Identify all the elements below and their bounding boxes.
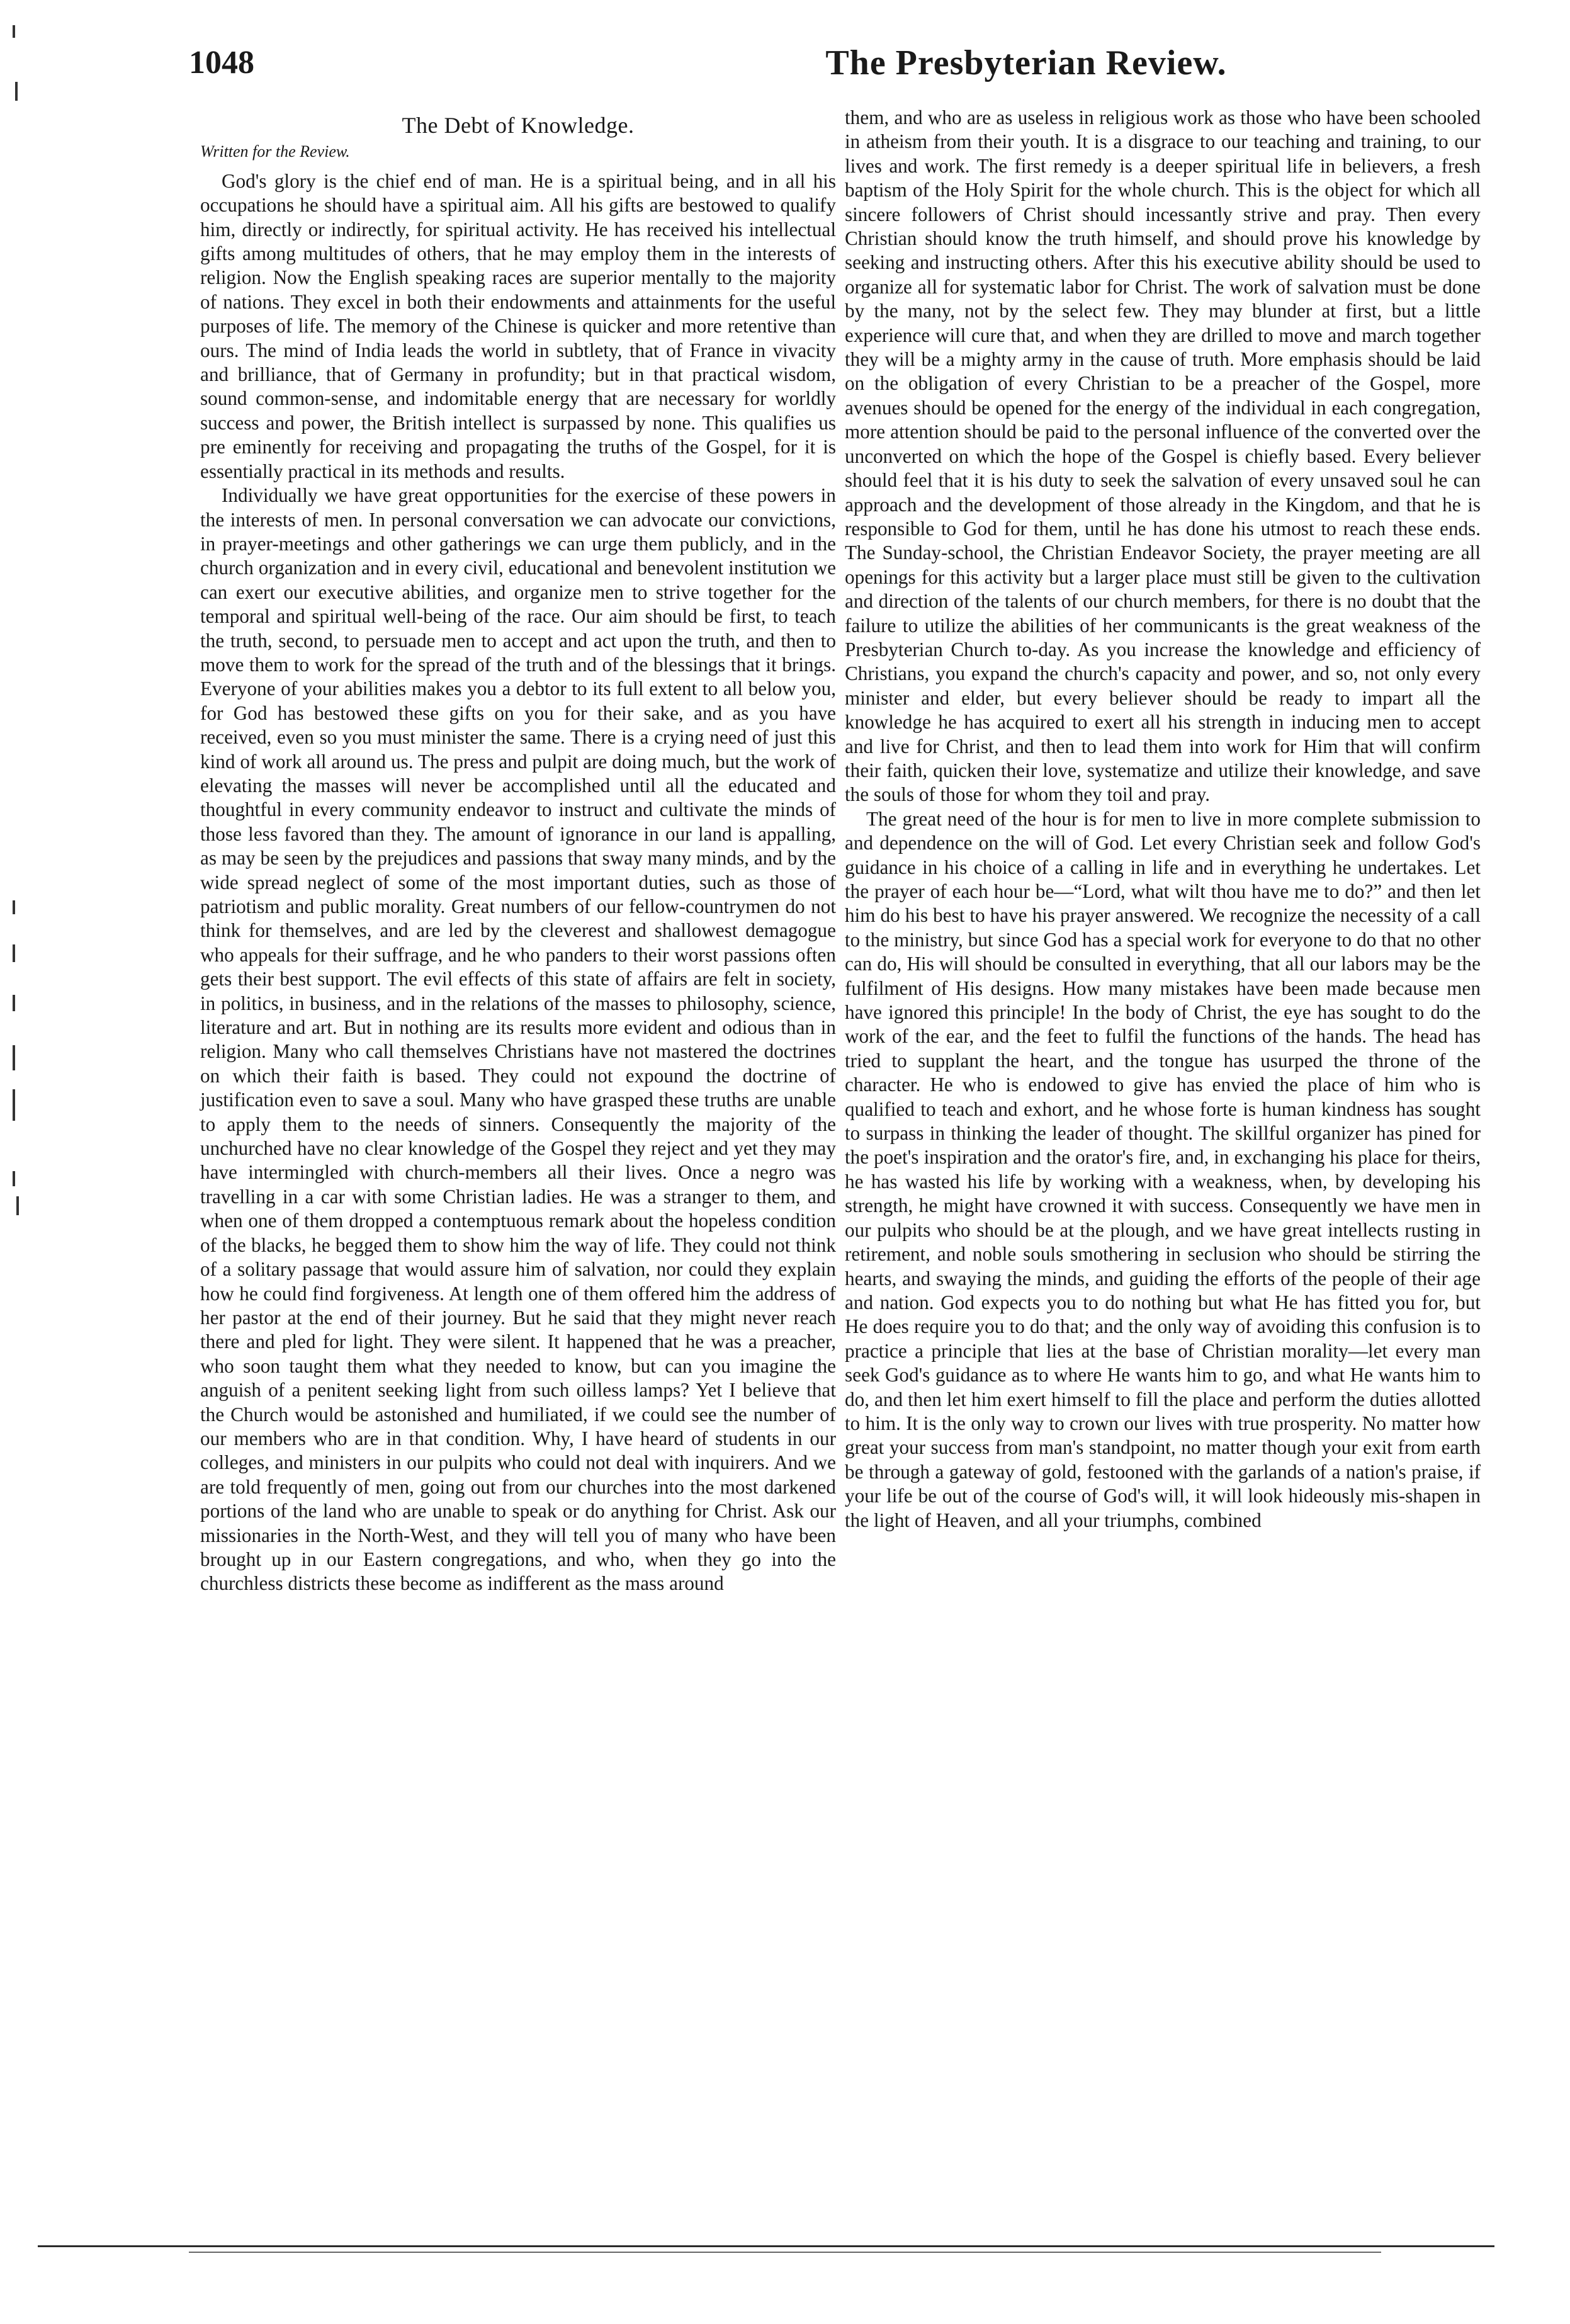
paragraph: Individually we have great opportunities for the exercise of these powers in the interests of men. In personal conversation we can advocate our convictions, in prayer-meetings and other gatherings we can urge them publicly, and in the church organization and in every civil, educational and benevolent institution we can exert our executive abilities, and organize men to strive together for the temporal and spiritual well-being of the race. Our aim should be first, to teach the truth, second, to persuade men to accept and act upon the truth, and then to move them to work for the spread of the truth and of the blessings that it brings. Everyone of your abilities makes you a debtor to its full extent to all below you, for God has bestowed these gifts on you for their sake, and as you have received, even so you must minister the same. There is a crying need of just this kind of work all around us. The press and pulpit are doing much, but the work of elevating the masses will never be accomplished until all the educated and thoughtful in every community endeavor to instruct and cultivate the minds of those less favored than they. The amount of ignorance in our land is appalling, as may be seen by the prejudices and passions that sway many minds, and by the wide spread neglect of some of the most important duties, such as those of patriotism and public morality. Great numbers of our fellow-countrymen do not think for themselves, and are led by the cleverest and shallowest demagogue who appeals for their suffrage, and he who panders to their worst passions often gets their best support. The evil effects of this state of affairs are felt in society, in politics, in business, and in the relations of the masses to philosophy, science, literature and art. But in nothing are its results more evident and odious than in religion. Many who call themselves Christians have not mastered the doctrines on which their faith is based. They could not expound the doctrine of justification even to save a soul. Many who have grasped these truths are unable to apply them to the needs of sinners. Consequently the majority of the unchurched have no clear knowledge of the Gospel they reject and yet they may have intermingled with church-members all their lives. Once a negro was travelling in a car with some Christian ladies. He was a stranger to them, and when one of them dropped a contemptuous remark about the hopeless condition of the blacks, he begged them to show him the way of life. They could not think of a solitary passage that would assure him of salvation, nor could they explain how he could find forgiveness. At length one of them offered him the address of her pastor at the end of their journey. But he said that they might never reach there and pled for light. They were silent. It happened that he was a preacher, who soon taught them what they needed to know, but can you imagine the anguish of a penitent seeking light from such oilless lamps? Yet I believe that the Church would be astonished and humiliated, if we could see the number of our members who are in that condition. Why, I have heard of students in our colleges, and ministers in our pulpits who could not deal with inquirers. And we are told frequently of men, going out from our churches into the most darkened portions of the land who are unable to speak or do anything for Christ. Ask our missionaries in the North-West, and they will tell you of many who have been brought up in our Eastern congregations, and who, when they go into the churchless districts these become as indifferent as the mass around — [200, 484, 836, 1595]
paragraph: The great need of the hour is for men to live in more complete submission to and dependence on the will of God. Let every Christian seek and follow God's guidance in his choice of a calling in life and in everything he undertakes. Let the prayer of each hour be—“Lord, what wilt thou have me to do?” and then let him do his best to have his prayer answered. We recognize the necessity of a call to the ministry, but since God has a special work for everyone to do that no other can do, His will should be consulted in everything, that all our labors may be the fulfilment of His designs. How many mistakes have been made because men have ignored this principle! In the body of Christ, the eye has sought to do the work of the ear, and the feet to fulfil the functions of the hands. The head has tried to supplant the heart, and the tongue has usurped the throne of the character. He who is endowed to give has envied the place of him who is qualified to teach and exhort, and he whose forte is human kindness has sought to surpass in thinking the leader of thought. The skillful organizer has pined for the poet's inspiration and the orator's fire, and, in exchanging his place for theirs, he has wasted his life by working with a weakness, when, by developing his strength, he might have crowned it with success. Consequently we have men in our pulpits who should be at the plough, and we have great intellects rusting in retirement, and noble souls smothering in seclusion who should be stirring the hearts, and swaying the minds, and guiding the efforts of the people of their age and nation. God expects you to do nothing but what He has fitted you for, but He does require you to do that; and the only way of avoiding this confusion is to practice a principle that lies at the base of Christian morality—let every man seek God's guidance as to where He wants him to go, and what He wants him to do, and then let him exert himself to fill the place and perform the duties allotted to him. It is the only way to crown our lives with true prosperity. No matter how great your success from man's standpoint, no matter though your exit from earth be through a gateway of gold, festooned with the garlands of a nation's praise, if your life be out of the course of God's will, it will look hideously mis-shapen in the light of Heaven, and all your triumphs, combined — [845, 807, 1481, 1531]
journal-title: The Presbyterian Review. — [825, 43, 1227, 82]
paragraph: God's glory is the chief end of man. He is a spiritual being, and in all his occupations he should have a spiritual aim. All his gifts are bestowed to qualify him, directly or indirectly, for spiritual activity. He has received his intellectual gifts among multitudes of others, that he may employ them in the interests of religion. Now the English speaking races are superior mentally to the majority of nations. They excel in both their endowments and attainments for the useful purposes of life. The memory of the Chinese is quicker and more retentive than ours. The mind of India leads the world in subtlety, that of France in vivacity and brilliance, that of Germany in profundity; but in that practical wisdom, sound common-sense, and indomitable energy that are necessary for worldly success and power, the British intellect is surpassed by none. This qualifies us pre eminently for receiving and propagating the truths of the Gospel, for it is essentially practical in its methods and results. — [200, 169, 836, 482]
scan-margin-marks — [13, 0, 38, 2324]
page-header — [189, 44, 1423, 94]
article-byline: Written for the Review. — [200, 142, 350, 161]
footer-rule — [0, 2245, 1570, 2249]
page-number: 1048 — [189, 45, 254, 81]
paragraph-continued: them, and who are as useless in religious work as those who have been schooled in atheism from their youth. It is a disgrace to our teaching and training, to our lives and work. The first remedy is a deeper spiritual life in believers, a fresh baptism of the Holy Spirit for the whole church. This is the object for which all sincere followers of Christ should incessantly strive and pray. Then every Christian should know the truth himself, and should prove his knowledge by seeking and instructing others. After this his executive ability should be used to organize all for systematic labor for Christ. The work of salvation must be done by the many, not by the select few. They may blunder at first, but a little experience will cure that, and when they are drilled to move and march together they will be a mighty army in the cause of truth. More emphasis should be laid on the obligation of every Christian to be a preacher of the Gospel, more avenues should be opened for the energy of the individual in each congregation, more attention should be paid to the personal influence of the converted over the unconverted on which the hope of the Gospel is chiefly based. Every believer should feel that it is his duty to seek the salvation of every unsaved soul he can approach and the development of those already in the Kingdom, and that he is responsible to God for them, until he has done his utmost to reach these ends. The Sunday-school, the Christian Endeavor Society, the prayer meeting are all openings for this activity but a larger place must still be given to the cultivation and direction of the talents of our church members, for there is no doubt that the failure to utilize the abilities of her communicants is the great weakness of the Presbyterian Church to-day. As you increase the knowledge and efficiency of Christians, you expand the church's capacity and power, and so, not only every minister and elder, but every believer should be ready to impart all the knowledge he has acquired to exert all his strength in inducing men to accept and live for Christ, and then to lead them into work for Him that will confirm their faith, quicken their love, systematize and utilize their knowledge, and save the souls of those for whom they toil and pray. — [845, 106, 1481, 806]
right-column — [845, 106, 1481, 1533]
left-column — [200, 113, 836, 1596]
article-title: The Debt of Knowledge. — [402, 113, 635, 138]
